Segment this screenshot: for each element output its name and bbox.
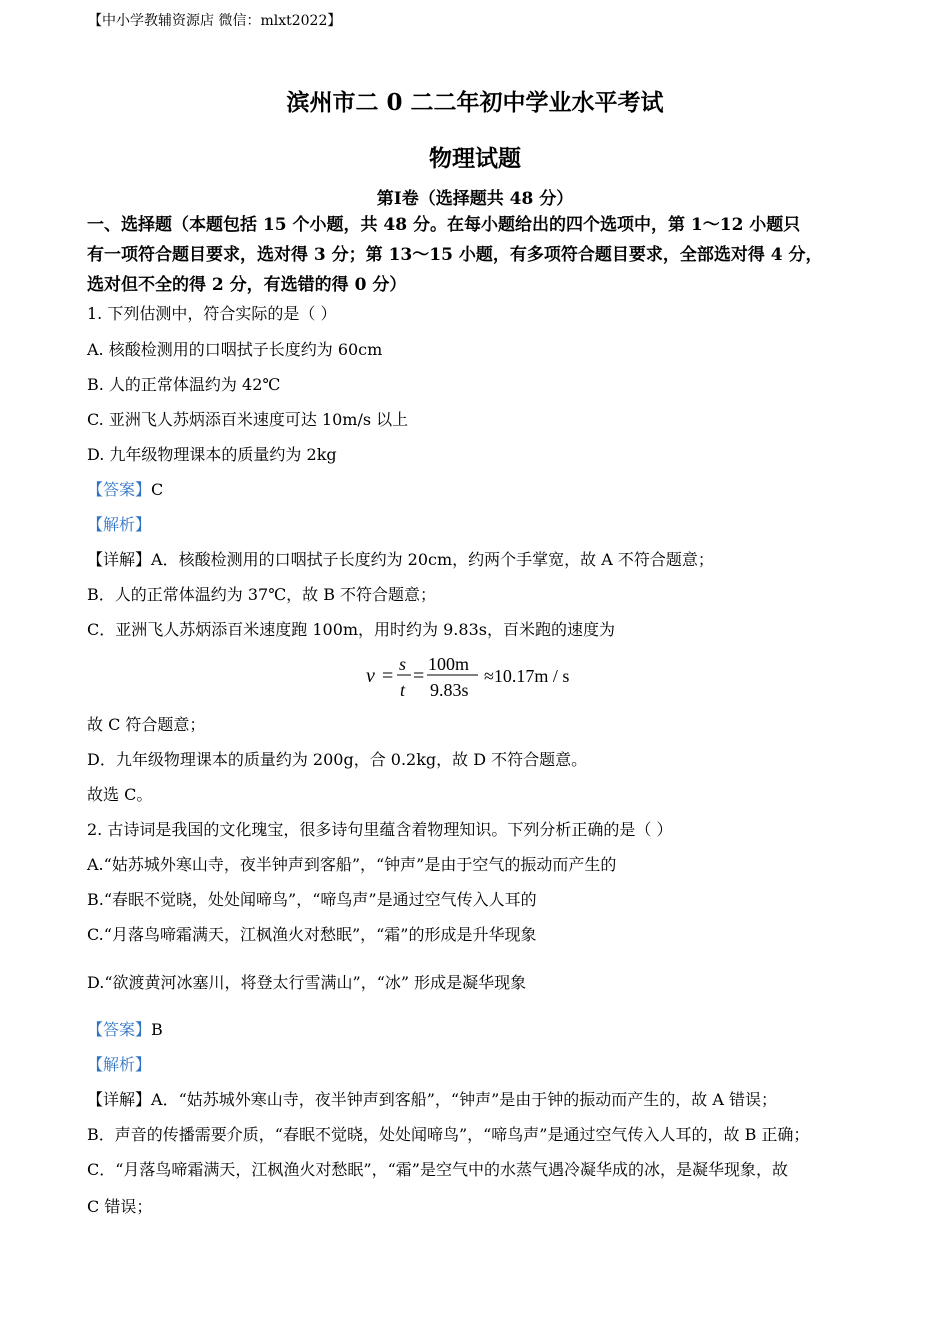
question-1-detail-b: B．人的正常体温约为 37℃，故 B 不符合题意； [87,585,437,604]
question-1-detail-a [87,549,714,571]
detail-text: A．“姑苏城外寒山寺，夜半钟声到客船”，“钟声”是由于钟的振动而产生的，故 A 错误； [151,1090,778,1109]
question-2-stem: 2. 古诗词是我国的文化瑰宝，很多诗句里蕴含着物理知识。下列分析正确的是（ ） [87,820,673,839]
section-instruction-line: 有一项符合题目要求，选对得 3 分；第 13～15 小题，有多项符合题目要求，全部选对得 4 分， [87,245,823,265]
section-instruction-line: 一、选择题（本题包括 15 个小题，共 48 分。在每小题给出的四个选项中，第 1～12 小题只 [87,215,801,235]
detail-tag: 【详解】 [87,550,152,569]
formula-den-9-83s: 9.83s [430,680,469,700]
detail-tag: 【详解】 [87,1090,152,1109]
answer-tag: 【答案】 [87,480,152,499]
formula-equals-2: = [413,665,425,687]
question-2-analysis-tag: 【解析】 [87,1055,152,1074]
question-1-option-c: C. 亚洲飞人苏炳添百米速度可达 10m/s 以上 [87,410,409,429]
formula-equals-1: = [382,665,394,687]
question-2-option-d: D.“欲渡黄河冰塞川，将登太行雪满山”，“冰” 形成是凝华现象 [87,973,527,992]
question-1-option-b: B. 人的正常体温约为 42℃ [87,375,281,394]
formula-num-100m: 100m [428,654,470,674]
question-2-answer [87,1019,163,1041]
answer-tag: 【答案】 [87,1020,152,1039]
question-2-option-c: C.“月落鸟啼霜满天，江枫渔火对愁眠”，“霜”的形成是升华现象 [87,925,537,944]
formula-v: v [366,665,375,687]
part-heading: 第Ⅰ卷（选择题共 48 分） [376,189,574,209]
question-2-detail-c: C．“月落鸟啼霜满天，江枫渔火对愁眠”，“霜”是空气中的水蒸气遇冷凝华成的冰，是凝华现象，故 [87,1160,788,1179]
page-header: 【中小学教辅资源店 微信：mlxt2022】 [88,13,342,29]
question-2-detail-a [87,1089,777,1111]
question-1-option-d: D. 九年级物理课本的质量约为 2kg [87,445,337,464]
question-2-detail-c-cont: C 错误； [87,1197,153,1216]
question-1-option-a: A. 核酸检测用的口咽拭子长度约为 60cm [87,340,383,359]
formula-num-s: s [399,654,407,674]
formula-den-t: t [400,680,406,700]
exam-title: 滨州市二 0 二二年初中学业水平考试 [286,89,664,116]
section-instruction-line: 选对但不全的得 2 分，有选错的得 0 分） [87,275,407,295]
question-1-stem: 1. 下列估测中，符合实际的是（ ） [87,304,337,323]
question-1-detail-c: C．亚洲飞人苏炳添百米速度跑 100m，用时约为 9.83s，百米跑的速度为 [87,620,615,639]
detail-text: A．核酸检测用的口咽拭子长度约为 20cm，约两个手掌宽，故 A 不符合题意； [151,550,714,569]
question-1-conclusion: 故选 C。 [87,785,153,804]
question-1-detail-d: D．九年级物理课本的质量约为 200g，合 0.2kg，故 D 不符合题意。 [87,750,588,769]
question-1-answer [87,479,163,501]
answer-value: C [151,480,164,499]
question-2-option-a: A.“姑苏城外寒山寺，夜半钟声到客船”，“钟声”是由于空气的振动而产生的 [87,855,617,874]
question-1-analysis-tag: 【解析】 [87,515,152,534]
question-1-detail-c-conclusion: 故 C 符合题意； [87,715,206,734]
answer-value: B [151,1020,163,1039]
speed-formula [360,650,600,706]
question-2-detail-b: B．声音的传播需要介质，“春眠不觉晓，处处闻啼鸟”，“啼鸟声”是通过空气传入人耳的，故 B 正确； [87,1125,810,1144]
formula-result: ≈10.17m / s [484,666,570,686]
question-2-option-b: B.“春眠不觉晓，处处闻啼鸟”，“啼鸟声”是通过空气传入人耳的 [87,890,537,909]
exam-subtitle: 物理试题 [429,145,521,172]
speed-formula-svg [360,650,600,706]
